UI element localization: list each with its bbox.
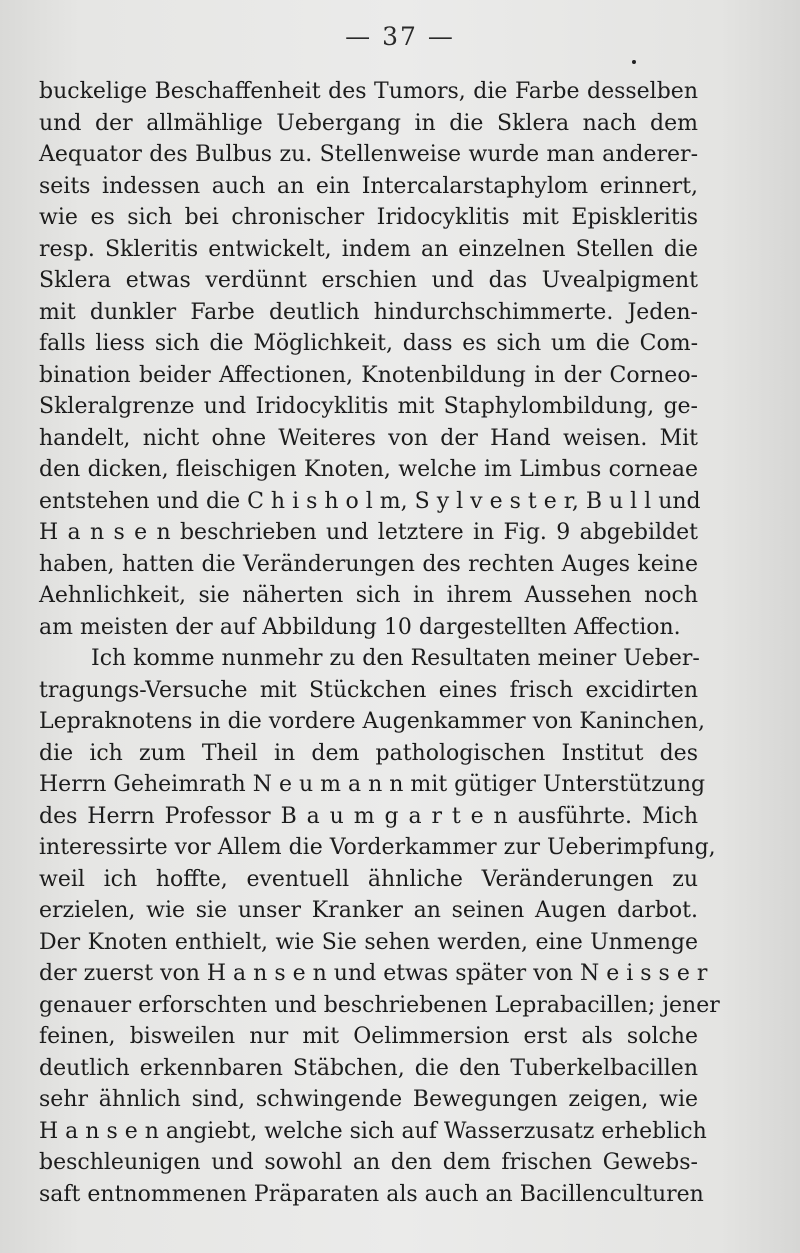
paragraph-start-line: Ich komme nunmehr zu den Resultaten meiner Ueber-	[91, 646, 700, 671]
text-line: sehr ähnlich sind, schwingende Bewegungen zeigen, wie	[39, 1087, 698, 1112]
text-line: genauer erforschten und beschriebenen Leprabacillen; jener	[39, 992, 720, 1018]
text-line: Herrn Geheimrath N e u m a n n mit gütiger Unterstützung	[39, 772, 706, 797]
text-line: des Herrn Professor B a u m g a r t e n ausführte. Mich	[39, 803, 698, 829]
text-line: handelt, nicht ohne Weiteres von der Hand weisen. Mit	[39, 425, 698, 451]
text-line: beschleunigen und sowohl an den dem frischen Gewebs-	[39, 1150, 698, 1175]
text-line: feinen, bisweilen nur mit Oelimmersion erst als solche	[39, 1024, 698, 1049]
text-line: Der Knoten enthielt, wie Sie sehen werden, eine Unmenge	[39, 929, 698, 955]
text-line: mit dunkler Farbe deutlich hindurchschimmerte. Jeden-	[39, 299, 698, 325]
text-line: H a n s e n angiebt, welche sich auf Wasserzusatz erheblich	[39, 1118, 707, 1144]
body-text	[39, 76, 720, 1210]
text-line: resp. Skleritis entwickelt, indem an einzelnen Stellen die	[39, 236, 698, 262]
text-line: den dicken, fleischigen Knoten, welche im Limbus corneae	[39, 457, 698, 482]
text-line: tragungs-Versuche mit Stückchen eines frisch excidirten	[39, 677, 698, 703]
text-line: Aehnlichkeit, sie näherten sich in ihrem Aussehen noch	[39, 583, 698, 608]
text-line: Lepraknotens in die vordere Augenkammer von Kaninchen,	[39, 709, 706, 734]
text-line: Sklera etwas verdünnt erschien und das Uvealpigment	[39, 268, 698, 293]
ink-speck	[632, 60, 636, 64]
text-line: haben, hatten die Veränderungen des rechten Auges keine	[39, 551, 698, 577]
text-line: Aequator des Bulbus zu. Stellenweise wurde man anderer-	[39, 142, 698, 167]
text-line: entstehen und die C h i s h o l m, S y l v e s t e r, B u l l und	[39, 488, 701, 514]
text-line: buckelige Beschaffenheit des Tumors, die Farbe desselben	[39, 79, 698, 104]
text-line: H a n s e n beschrieben und letztere in Fig. 9 abgebildet	[39, 520, 698, 545]
text-line: falls liess sich die Möglichkeit, dass es sich um die Com-	[39, 331, 698, 356]
text-line: Skleralgrenze und Iridocyklitis mit Staphylombildung, ge-	[39, 394, 698, 419]
text-line: deutlich erkennbaren Stäbchen, die den Tuberkelbacillen	[39, 1055, 698, 1081]
text-line: die ich zum Theil in dem pathologischen Institut des	[39, 740, 698, 766]
text-line: erzielen, wie sie unser Kranker an seinen Augen darbot.	[39, 898, 698, 923]
text-line: saft entnommenen Präparaten als auch an Bacillenculturen	[39, 1181, 704, 1207]
text-line: weil ich hoffte, eventuell ähnliche Veränderungen zu	[39, 866, 698, 892]
paragraph-end-line: am meisten der auf Abbildung 10 dargestellten Affection.	[39, 614, 681, 640]
text-line: der zuerst von H a n s e n und etwas später von N e i s s e r	[39, 961, 708, 986]
page-number: — 37 —	[345, 22, 455, 51]
text-line: bination beider Affectionen, Knotenbildung in der Corneo-	[39, 362, 698, 388]
text-line: interessirte vor Allem die Vorderkammer zur Ueberimpfung,	[39, 835, 716, 860]
text-line: wie es sich bei chronischer Iridocyklitis mit Episkleritis	[39, 205, 698, 230]
text-line: und der allmählige Uebergang in die Sklera nach dem	[39, 110, 698, 136]
text-line: seits indessen auch an ein Intercalarstaphylom erinnert,	[39, 173, 698, 199]
